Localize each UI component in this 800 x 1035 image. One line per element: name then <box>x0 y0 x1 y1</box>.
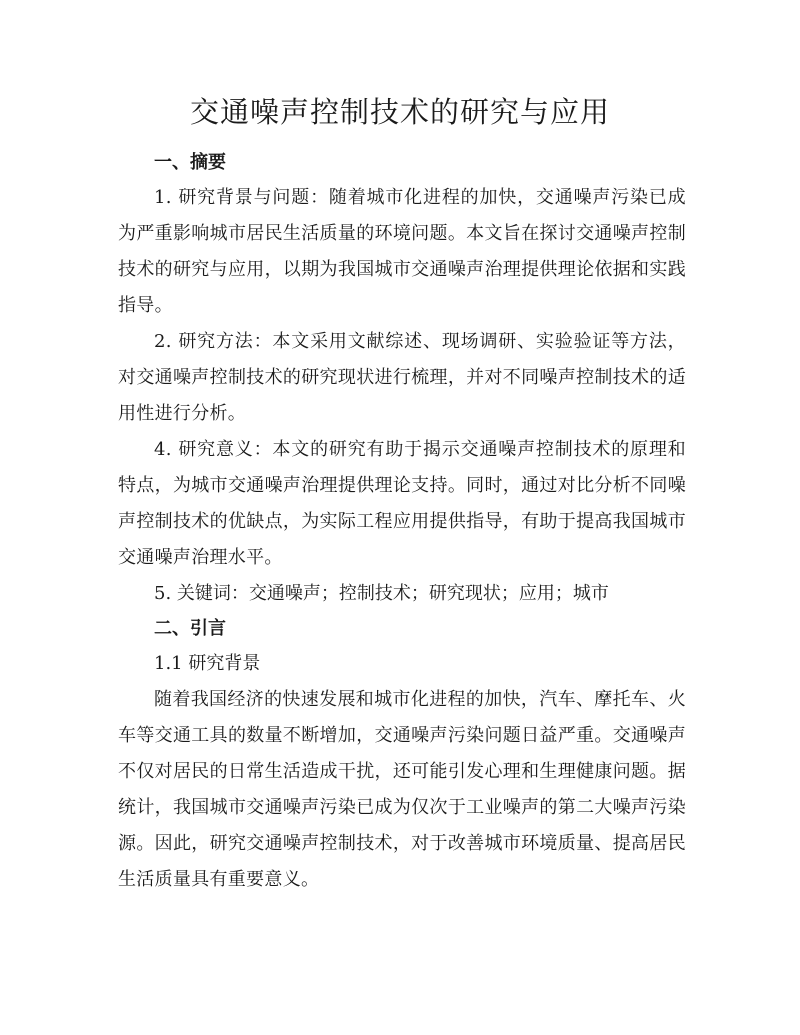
abstract-paragraph-significance: 4. 研究意义：本文的研究有助于揭示交通噪声控制技术的原理和特点，为城市交通噪声治理提供理论支持。同时，通过对比分析不同噪声控制技术的优缺点，为实际工程应用提供指导，有助于提高我国城市交通噪声治理水平。 <box>118 439 686 568</box>
document-body <box>118 146 686 898</box>
abstract-keywords: 5. 关键词：交通噪声；控制技术；研究现状；应用；城市 <box>154 583 609 604</box>
subsection-heading-background: 1.1 研究背景 <box>154 653 261 674</box>
abstract-paragraph-background: 1. 研究背景与问题：随着城市化进程的加快，交通噪声污染已成为严重影响城市居民生活质量的环境问题。本文旨在探讨交通噪声控制技术的研究与应用，以期为我国城市交通噪声治理提供理论依据和实践指导。 <box>118 187 686 316</box>
section-heading-introduction: 二、引言 <box>154 618 226 639</box>
abstract-paragraph-method: 2. 研究方法：本文采用文献综述、现场调研、实验验证等方法，对交通噪声控制技术的研究现状进行梳理，并对不同噪声控制技术的适用性进行分析。 <box>118 331 686 424</box>
document-title: 交通噪声控制技术的研究与应用 <box>189 95 610 129</box>
introduction-paragraph: 随着我国经济的快速发展和城市化进程的加快，汽车、摩托车、火车等交通工具的数量不断增加，交通噪声污染问题日益严重。交通噪声不仅对居民的日常生活造成干扰，还可能引发心理和生理健康问题。据统计，我国城市交通噪声污染已成为仅次于工业噪声的第二大噪声污染源。因此，研究交通噪声控制技术，对于改善城市环境质量、提高居民生活质量具有重要意义。 <box>118 689 686 890</box>
section-heading-abstract: 一、摘要 <box>154 152 226 173</box>
